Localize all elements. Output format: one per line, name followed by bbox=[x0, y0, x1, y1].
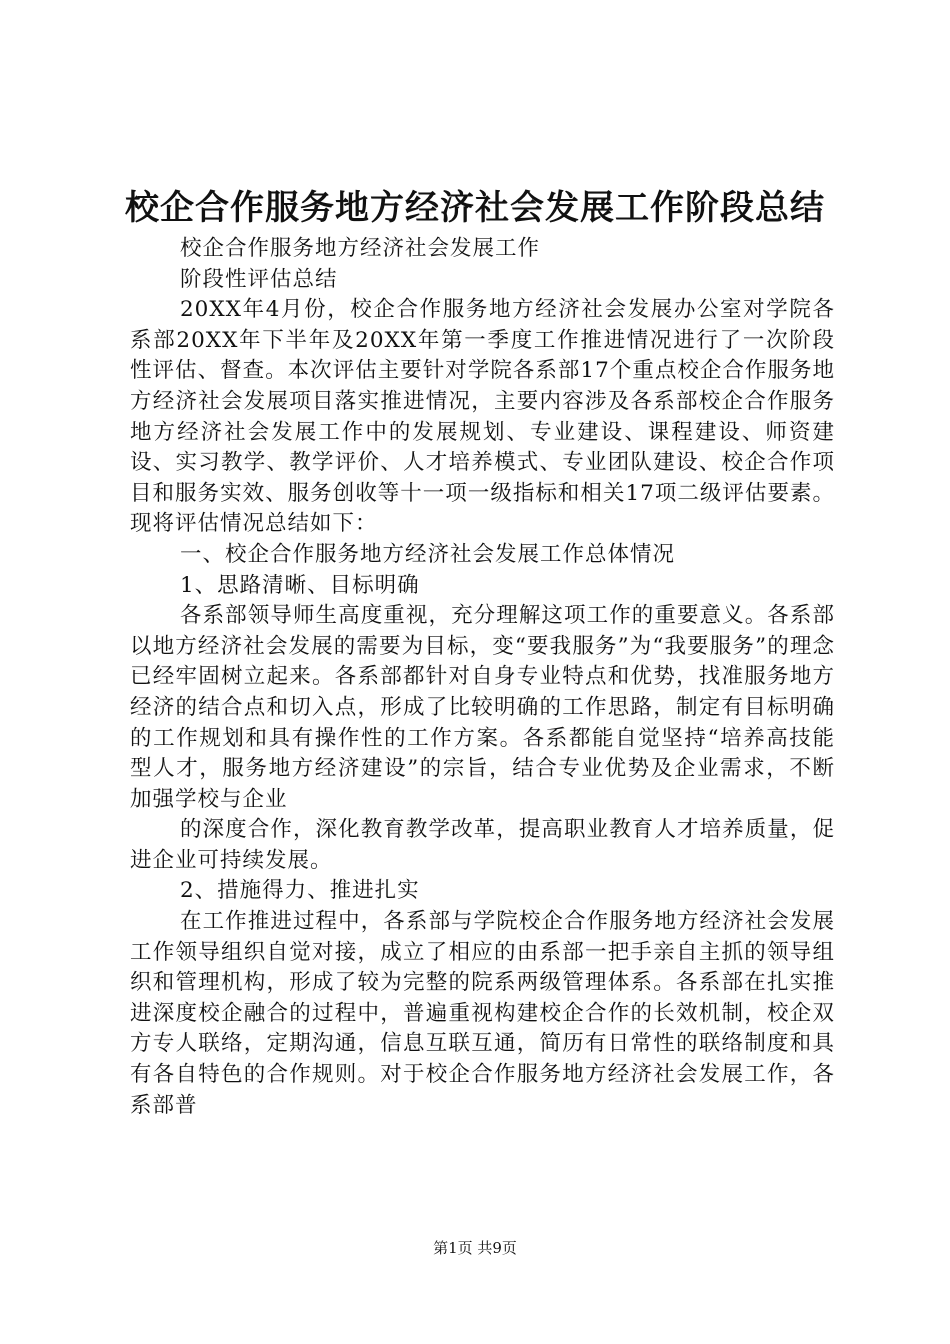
paragraph-2: 在工作推进过程中，各系部与学院校企合作服务地方经济社会发展工作领导组织自觉对接，成立了相应的由系部一把手亲自主抓的领导组织和管理机构，形成了较为完整的院系两级管理体系。各系部在扎实推进深度校企融合的过程中，普遍重视构建校企合作的长效机制，校企双方专人联络，定期沟通，信息互联互通，简历有日常性的联络制度和具有各自特色的合作规则。对于校企合作服务地方经济社会发展工作，各系部普 bbox=[130, 909, 835, 1118]
document-body bbox=[130, 234, 835, 1121]
subtitle-line-2: 阶段性评估总结 bbox=[180, 266, 338, 292]
paragraph-1-continued: 的深度合作，深化教育教学改革，提高职业教育人才培养质量，促进企业可持续发展。 bbox=[130, 817, 835, 873]
paragraph-intro: 20XX年4月份，校企合作服务地方经济社会发展办公室对学院各系部20XX年下半年及20XX年第一季度工作推进情况进行了一次阶段性评估、督查。本次评估主要针对学院各系部17个重点校企合作服务地方经济社会发展项目落实推进情况，主要内容涉及各系部校企合作服务地方经济社会发展工作中的发展规划、专业建设、课程建设、师资建设、实习教学、教学评价、人才培养模式、专业团队建设、校企合作项目和服务实效、服务创收等十一项一级指标和相关17项二级评估要素。现将评估情况总结如下： bbox=[130, 297, 835, 537]
subtitle-line-1: 校企合作服务地方经济社会发展工作 bbox=[180, 236, 541, 261]
page-footer: 第1页 共9页 bbox=[433, 1239, 517, 1257]
subsection-heading-1: 1、思路清晰、目标明确 bbox=[180, 572, 420, 598]
document-title: 校企合作服务地方经济社会发展工作阶段总结 bbox=[125, 188, 825, 228]
paragraph-1: 各系部领导师生高度重视，充分理解这项工作的重要意义。各系部以地方经济社会发展的需要为目标，变“要我服务”为“我要服务”的理念已经牢固树立起来。各系部都针对自身专业特点和优势，找准服务地方经济的结合点和切入点，形成了比较明确的工作思路，制定有目标明确的工作规划和具有操作性的工作方案。各系都能自觉坚持“培养高技能型人才，服务地方经济建设”的宗旨，结合专业优势及企业需求，不断加强学校与企业 bbox=[130, 603, 835, 812]
section-heading-1: 一、校企合作服务地方经济社会发展工作总体情况 bbox=[180, 541, 676, 567]
subsection-heading-2: 2、措施得力、推进扎实 bbox=[180, 878, 420, 904]
